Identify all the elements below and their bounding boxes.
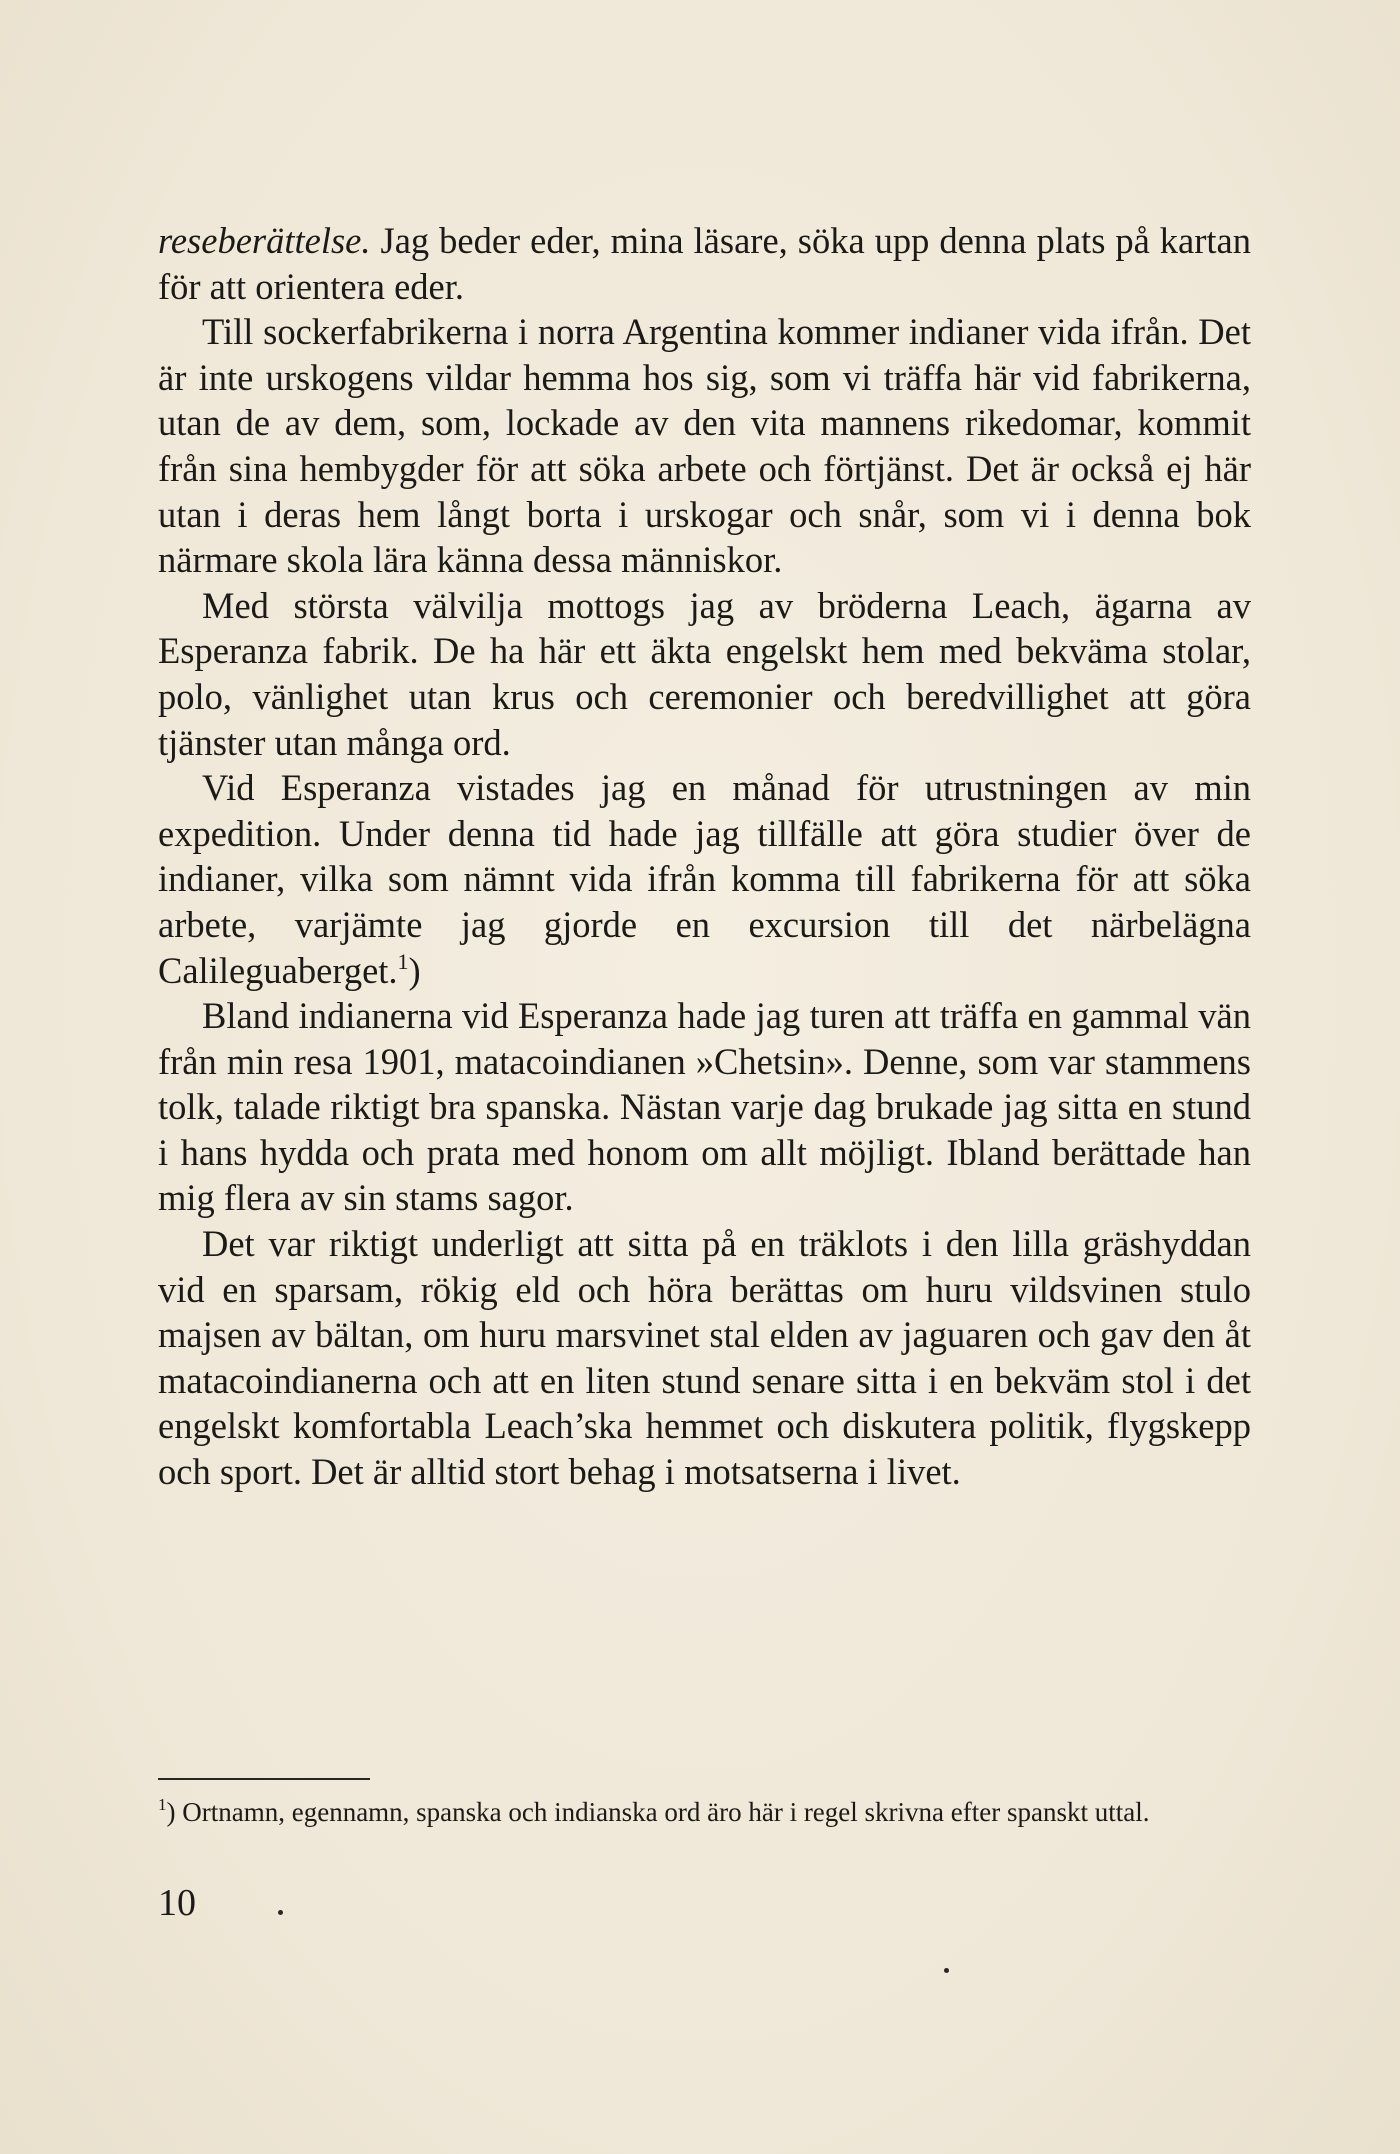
paragraph-6: Det var riktigt underligt att sitta på en träklots i den lilla gräshyddan vid en sparsam, rökig eld och höra berättas om huru vildsvinen stulo majsen av bältan, om huru marsvinet stal elden av jaguaren och gav den åt matacoindianerna och att en liten stund senare sitta i en bekväm stol i det engelskt komfortabla Leach’ska hemmet och diskutera politik, flygskepp och sport. Det är alltid stort behag i motsatserna i livet. xyxy=(158,1223,1251,1493)
footnote-reference: 1 xyxy=(397,948,409,974)
footnote-marker-paren: ) xyxy=(166,1797,176,1827)
paragraph-4-text: Vid Esperanza vistades jag en månad för utrustningen av min expedition. Under denna tid hade jag tillfälle att göra studier över de indianer, vilka som nämnt vida ifrån komma till fabrikerna för att söka arbete, varjämte jag gjorde en excursion till det närbelägna Calileguaberget. xyxy=(158,767,1251,991)
footnote-separator-rule xyxy=(158,1778,370,1780)
paragraph-4 xyxy=(158,765,1251,993)
footnote-text: Ortnamn, egennamn, spanska och indianska ord äro här i regel skrivna efter spanskt uttal. xyxy=(175,1797,1150,1827)
paragraph-2: Till sockerfabrikerna i norra Argentina kommer indianer vida ifrån. Det är inte urskogens vildar hemma hos sig, som vi träffa här vid fabrikerna, utan de av dem, som, lockade av den vita mannens rikedomar, kommit från sina hembygder för att söka arbete och förtjänst. Det är också ej här utan i deras hem långt borta i urskogar och snår, som vi i denna bok närmare skola lära känna dessa människor. xyxy=(158,311,1251,581)
paragraph-1-text: Jag beder eder, mina läsare, söka upp denna plats på kartan för att orientera eder. xyxy=(158,220,1251,307)
italic-continuation-word: reseberättelse. xyxy=(158,220,371,261)
footnote-reference-paren: ) xyxy=(408,949,421,991)
print-speck xyxy=(944,1968,949,1973)
paragraph-1 xyxy=(158,218,1251,309)
paragraph-3: Med största välvilja mottogs jag av bröderna Leach, ägarna av Esperanza fabrik. De ha här ett äkta engelskt hem med bekväma stolar, polo, vänlighet utan krus och ceremonier och beredvillighet att göra tjänster utan många ord. xyxy=(158,584,1251,763)
footnote-marker: 1 xyxy=(158,1795,167,1814)
footnote xyxy=(158,1794,1251,1830)
paragraph-5: Bland indianerna vid Esperanza hade jag turen att träffa en gammal vän från min resa 1901, matacoindianen »Chetsin». Denne, som var stammens tolk, talade riktigt bra spanska. Nästan varje dag brukade jag sitta en stund i hans hydda och prata med honom om allt möjligt. Ibland berättade han mig flera av sin stams sagor. xyxy=(158,995,1251,1219)
print-speck xyxy=(278,1910,283,1915)
page-number: 10 xyxy=(158,1882,196,1924)
body-text xyxy=(158,218,1251,1495)
